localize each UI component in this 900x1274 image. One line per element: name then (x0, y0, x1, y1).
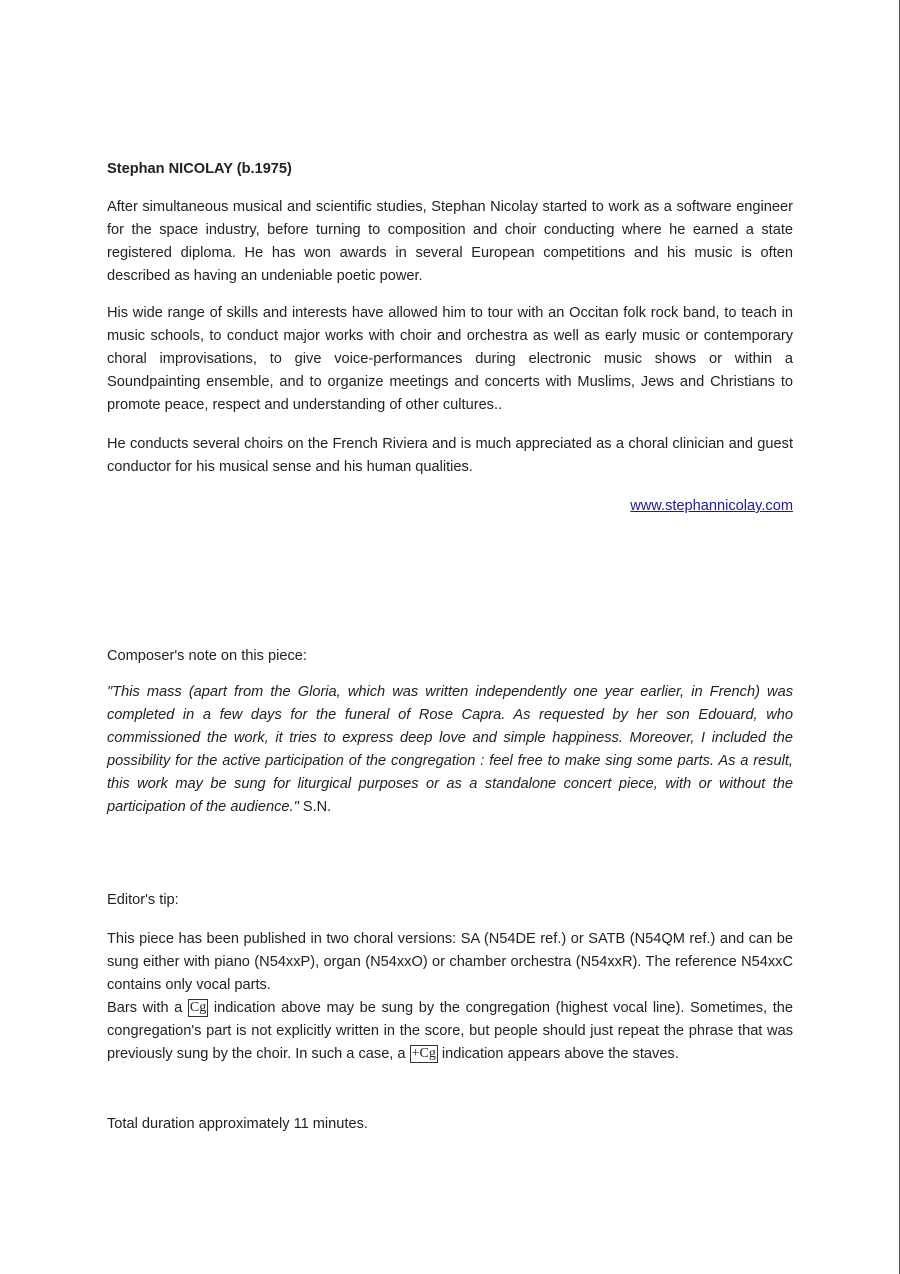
bio-paragraph-3: He conducts several choirs on the French Riviera and is much appreciated as a choral clinician and guest conductor for his musical sense and his human qualities. (107, 436, 793, 475)
composer-note-label: Composer's note on this piece: (107, 648, 307, 664)
editor-tip-paragraph-2 (107, 997, 793, 1066)
editor-tip-paragraph-1: This piece has been published in two choral versions: SA (N54DE ref.) or SATB (N54QM ref.) and can be sung either with piano (N54xxP), organ (N54xxO) or chamber orchestra (N54xxR). The reference N54xxC contains only vocal parts. (107, 931, 793, 993)
editor-tip-text-c: indication appears above the staves. (437, 1046, 679, 1062)
plus-cg-mark: +Cg (411, 1046, 436, 1061)
editor-tip-text-a: Bars with a (107, 1000, 188, 1016)
composer-note-quote (107, 681, 793, 819)
editor-tip-text-b: indication above may be sung by the congregation (highest vocal line). Sometimes, the congregation's part is not explicitly written in the score, but people should just repeat the phrase that was previously sung by the choir. In such a case, a (107, 1000, 793, 1062)
composer-heading: Stephan NICOLAY (b.1975) (107, 161, 292, 177)
cg-mark: Cg (189, 1000, 207, 1015)
bio-paragraph-2: His wide range of skills and interests have allowed him to tour with an Occitan folk rock band, to teach in music schools, to conduct major works with choir and orchestra as well as early music or contemporary choral improvisations, to give voice-performances during electronic music shows or within a Soundpainting ensemble, and to organize meetings and concerts with Muslims, Jews and Christians to promote peace, respect and understanding of other cultures.. (107, 305, 793, 413)
composer-note-signature: S.N. (298, 799, 332, 815)
editor-tip-label: Editor's tip: (107, 892, 179, 908)
total-duration: Total duration approximately 11 minutes. (107, 1116, 368, 1132)
composer-note-quote-text: "This mass (apart from the Gloria, which was written independently one year earlier, in French) was completed in a few days for the funeral of Rose Capra. As requested by her son Edouard, who commissioned the work, it tries to express deep love and simple happiness. Moreover, I included the possibility for the active participation of the congregation : feel free to make sing some parts. As a result, this work may be sung for liturgical purposes or as a standalone concert piece, with or without the participation of the audience." (107, 684, 793, 815)
website-link[interactable]: www.stephannicolay.com (630, 498, 793, 514)
bio-paragraph-1: After simultaneous musical and scientific studies, Stephan Nicolay started to work as a software engineer for the space industry, before turning to composition and choir conducting where he earned a state registered diploma. He has won awards in several European competitions and his music is often described as having an undeniable poetic power. (107, 199, 793, 284)
